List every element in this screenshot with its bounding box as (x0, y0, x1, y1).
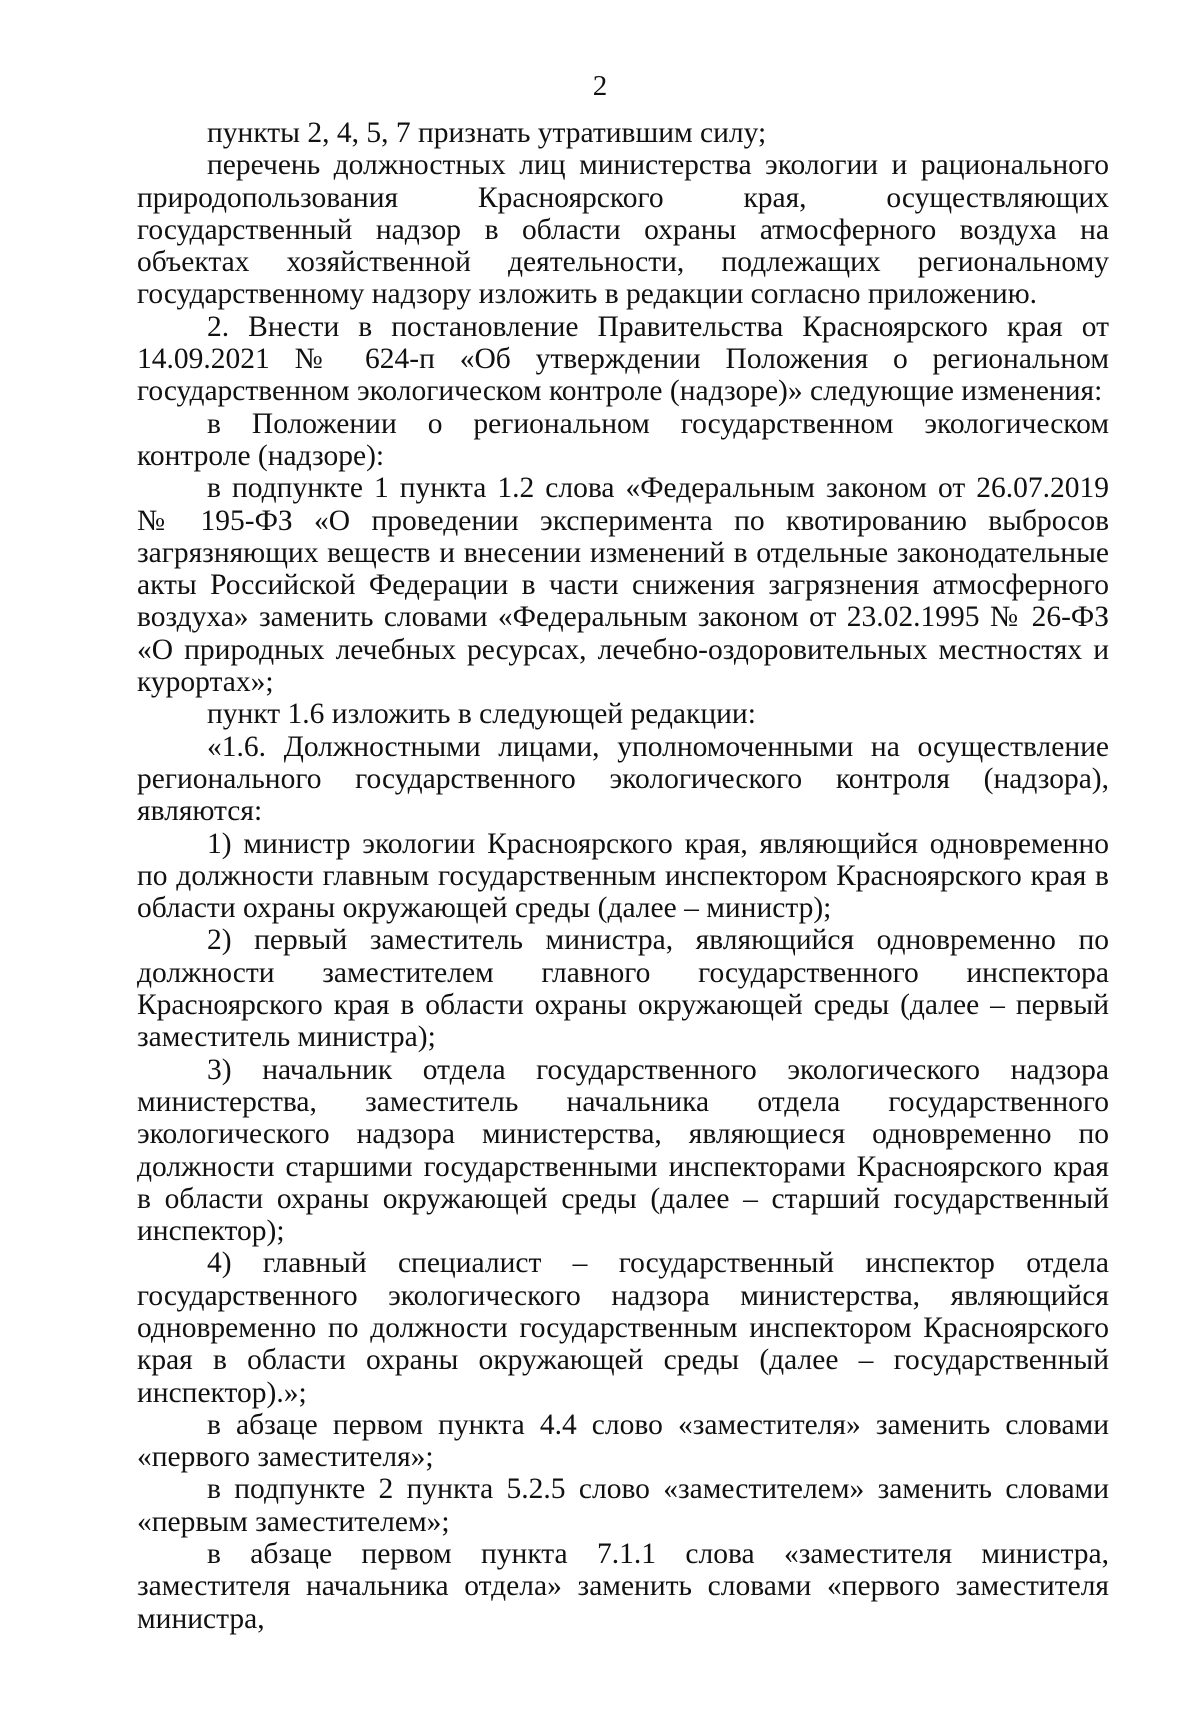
paragraph: перечень должностных лиц министерства экологии и рационального природопользования Красноярского края, осуществляющих государственный надзор в области охраны атмосферного воздуха на объектах хозяйственной деятельности, подлежащих региональному государственному надзору изложить в редакции согласно приложению. (137, 149, 1109, 311)
paragraph: пункты 2, 4, 5, 7 признать утратившим силу; (207, 117, 767, 149)
paragraph: 1) министр экологии Красноярского края, являющийся одновременно по должности главным государственным инспектором Красноярского края в области охраны окружающей среды (далее – министр); (137, 827, 1109, 925)
paragraph: в подпункте 2 пункта 5.2.5 слово «заместителем» заменить словами «первым заместителем»; (137, 1473, 1109, 1538)
paragraph: 2) первый заместитель министра, являющийся одновременно по должности заместителем главного государственного инспектора Красноярского края в области охраны окружающей среды (далее – первый заместитель министра); (137, 924, 1109, 1054)
paragraph: 3) начальник отдела государственного экологического надзора министерства, заместитель начальника отдела государственного экологического надзора министерства, являющиеся одновременно по должности старшими государственными инспекторами Красноярского края в области охраны окружающей среды (далее – старший государственный инспектор); (137, 1053, 1109, 1248)
paragraph: в подпункте 1 пункта 1.2 слова «Федеральным законом от 26.07.2019 № 195-ФЗ «О проведении эксперимента по квотированию выбросов загрязняющих веществ и внесении изменений в отдельные законодательные акты Российской Федерации в части снижения загрязнения атмосферного воздуха» заменить словами «Федеральным законом от 23.02.1995 № 26-ФЗ «О природных лечебных ресурсах, лечебно-оздоровительных местностях и курортах»; (137, 472, 1109, 699)
paragraph: пункт 1.6 изложить в следующей редакции: (207, 698, 756, 731)
document-body (137, 117, 1109, 1635)
page-number: 2 (592, 70, 608, 102)
paragraph: в абзаце первом пункта 7.1.1 слова «заместителя министра, заместителя начальника отдела» заменить словами «первого заместителя министра, (137, 1538, 1109, 1635)
paragraph: 2. Внести в постановление Правительства Красноярского края от 14.09.2021 № 624-п «Об утверждении Положения о региональном государственном экологическом контроле (надзоре)» следующие изменения: (137, 310, 1109, 408)
paragraph: в абзаце первом пункта 4.4 слово «заместителя» заменить словами «первого заместителя»; (137, 1408, 1109, 1474)
paragraph: 4) главный специалист – государственный инспектор отдела государственного экологического надзора министерства, являющийся одновременно по должности государственным инспектором Красноярского края в области охраны окружающей среды (далее – государственный инспектор).»; (137, 1247, 1109, 1409)
paragraph: в Положении о региональном государственном экологическом контроле (надзоре): (137, 407, 1109, 472)
paragraph: «1.6. Должностными лицами, уполномоченными на осуществление регионального государственного экологического контроля (надзора), являются: (137, 730, 1109, 828)
